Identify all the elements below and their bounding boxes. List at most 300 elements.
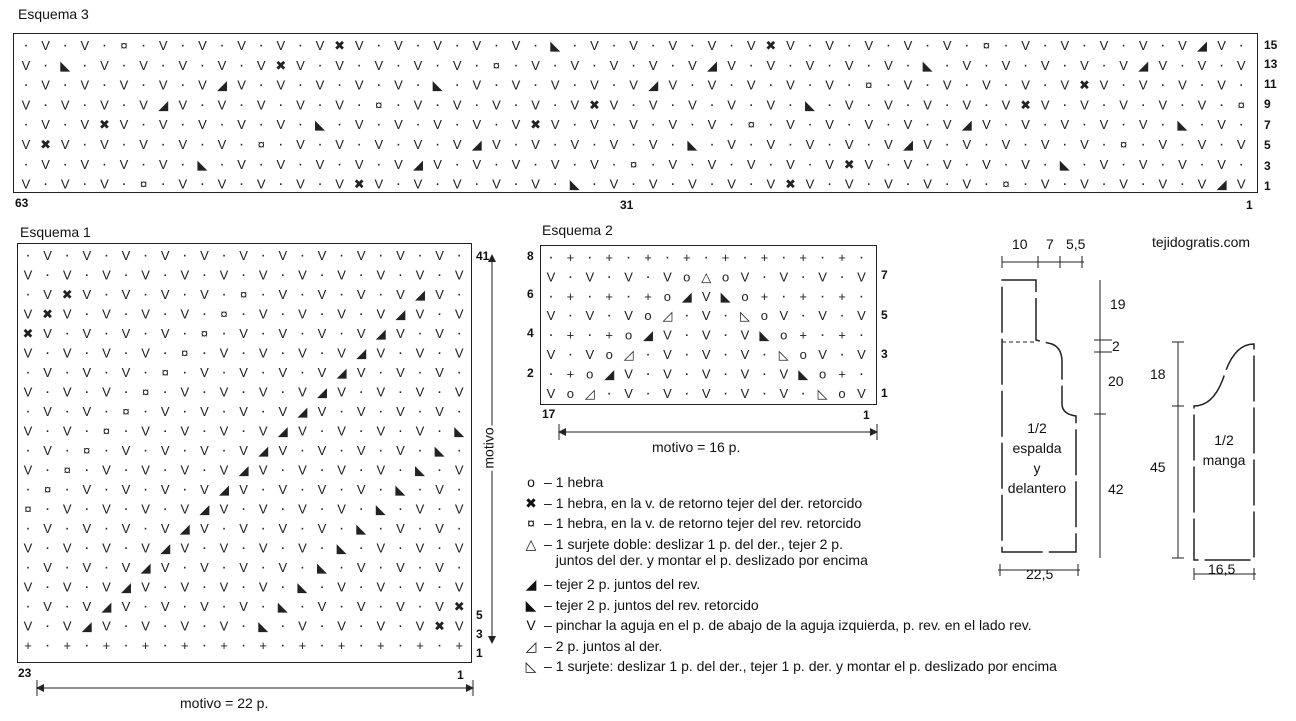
stitch-symbol: · <box>866 136 872 153</box>
stitch-symbol: V <box>121 287 131 302</box>
stitch-symbol: ◢ <box>471 137 482 152</box>
stitch-symbol: V <box>648 57 658 73</box>
stitch-symbol: · <box>456 481 462 498</box>
stitch-symbol: ◢ <box>643 327 653 343</box>
stitch-symbol: V <box>413 176 423 191</box>
stitch-symbol: · <box>1042 37 1048 54</box>
stitch-symbol: V <box>435 521 444 536</box>
stitch-symbol: V <box>23 462 33 478</box>
stitch-symbol: · <box>552 136 558 153</box>
esquema3-stitch-1: 1 <box>1246 198 1253 212</box>
stitch-symbol: V <box>435 482 444 497</box>
stitch-symbol: · <box>376 37 382 54</box>
stitch-symbol: V <box>356 365 366 380</box>
stitch-symbol: ◢ <box>297 404 308 419</box>
stitch-symbol: · <box>62 37 68 54</box>
stitch-symbol: V <box>354 77 364 93</box>
stitch-symbol: · <box>436 344 443 362</box>
stitch-symbol: · <box>180 116 186 134</box>
esquema1-chart <box>17 243 472 663</box>
stitch-symbol: V <box>62 267 72 283</box>
stitch-symbol: · <box>924 116 931 134</box>
stitch-symbol: · <box>182 364 188 381</box>
stitch-symbol: · <box>64 520 70 537</box>
sleeve-width-16-5: 16,5 <box>1208 561 1236 577</box>
stitch-symbol: · <box>44 422 51 440</box>
stitch-symbol: V <box>337 384 346 400</box>
stitch-symbol: · <box>591 136 598 153</box>
stitch-symbol: V <box>41 117 50 133</box>
stitch-symbol: V <box>844 176 854 191</box>
sleeve-height-18: 18 <box>1150 366 1166 382</box>
stitch-symbol: V <box>82 248 92 263</box>
stitch-symbol: V <box>258 501 268 517</box>
stitch-symbol: · <box>1120 116 1127 134</box>
stitch-symbol: · <box>395 136 402 153</box>
stitch-symbol: + <box>721 250 730 265</box>
stitch-symbol: · <box>199 96 206 114</box>
stitch-symbol: · <box>1179 175 1186 191</box>
stitch-symbol: V <box>102 267 111 283</box>
stitch-symbol: · <box>532 155 539 173</box>
stitch-symbol: · <box>807 76 813 94</box>
stitch-symbol: ◣ <box>375 501 386 517</box>
stitch-symbol: · <box>201 266 208 284</box>
stitch-symbol: · <box>728 116 735 134</box>
stitch-symbol: V <box>298 345 307 361</box>
stitch-symbol: V <box>121 248 131 263</box>
esquema3-row-1: 1 <box>1264 179 1271 193</box>
stitch-symbol: ◣ <box>356 521 367 536</box>
stitch-symbol: V <box>1158 57 1168 73</box>
stitch-symbol: · <box>221 598 227 615</box>
stitch-symbol: · <box>474 96 480 114</box>
stitch-symbol: · <box>317 96 323 114</box>
stitch-symbol: · <box>103 559 110 576</box>
back-width-22-5: 22,5 <box>1026 566 1054 582</box>
stitch-symbol: · <box>567 307 574 325</box>
stitch-symbol: ✖ <box>61 287 73 302</box>
stitch-symbol: V <box>415 540 425 556</box>
stitch-symbol: V <box>278 560 288 575</box>
stitch-symbol: ◢ <box>395 306 406 322</box>
stitch-symbol: V <box>1158 176 1168 191</box>
stitch-symbol: V <box>296 97 305 113</box>
stitch-symbol: V <box>1158 137 1168 152</box>
stitch-symbol: V <box>180 306 190 322</box>
stitch-symbol: · <box>278 175 284 191</box>
stitch-symbol: V <box>298 618 307 634</box>
stitch-symbol: V <box>217 57 227 73</box>
stitch-symbol: ¤ <box>1119 137 1128 152</box>
esquema2-row-8: 8 <box>527 249 534 263</box>
stitch-symbol: V <box>1080 176 1089 191</box>
stitch-symbol: V <box>198 38 207 53</box>
stitch-symbol: · <box>103 325 110 342</box>
stitch-symbol: ✖ <box>843 156 855 172</box>
stitch-symbol: · <box>548 249 554 266</box>
stitch-symbol: ◣ <box>297 579 308 595</box>
stitch-symbol: · <box>567 346 574 363</box>
stitch-symbol: · <box>260 520 266 537</box>
stitch-symbol: V <box>80 77 90 93</box>
stitch-symbol: + <box>377 638 385 653</box>
stitch-symbol: · <box>280 617 286 635</box>
stitch-symbol: · <box>1140 136 1146 153</box>
stitch-symbol: · <box>513 96 519 114</box>
stitch-symbol: V <box>727 176 736 191</box>
stitch-symbol: · <box>280 461 286 479</box>
stitch-symbol: V <box>805 176 815 191</box>
stitch-symbol: · <box>552 56 558 74</box>
stitch-symbol: · <box>201 383 208 401</box>
stitch-symbol: V <box>779 385 789 401</box>
stitch-symbol: V <box>41 77 50 93</box>
stitch-symbol: V <box>200 482 209 497</box>
stitch-symbol: · <box>199 56 206 74</box>
esquema2-row-5: 5 <box>881 308 888 322</box>
stitch-symbol: V <box>82 560 92 575</box>
stitch-symbol: ◣ <box>550 38 561 53</box>
stitch-symbol: V <box>454 267 464 283</box>
stitch-symbol: V <box>121 560 131 575</box>
stitch-symbol: V <box>239 560 248 575</box>
back-front-label <box>999 418 1075 498</box>
stitch-symbol: V <box>1040 176 1050 191</box>
stitch-symbol: V <box>435 287 444 302</box>
stitch-symbol: · <box>1218 136 1225 153</box>
stitch-symbol: · <box>858 326 865 344</box>
stitch-symbol: · <box>513 175 519 191</box>
stitch-symbol: V <box>298 540 307 556</box>
stitch-symbol: · <box>787 136 794 153</box>
stitch-symbol: V <box>394 117 403 133</box>
stitch-symbol: · <box>625 287 632 305</box>
stitch-symbol: ✖ <box>530 117 542 133</box>
stitch-symbol: ¤ <box>629 156 638 172</box>
stitch-symbol: V <box>376 384 386 400</box>
stitch-symbol: · <box>866 56 872 74</box>
stitch-symbol: V <box>62 579 72 595</box>
legend-text: 1 hebra <box>555 474 604 490</box>
stitch-symbol: · <box>378 481 384 498</box>
stitch-symbol: · <box>103 247 110 264</box>
stitch-symbol: · <box>260 403 266 420</box>
stitch-symbol: V <box>740 269 750 285</box>
stitch-symbol: V <box>160 560 170 575</box>
stitch-symbol: V <box>276 117 286 133</box>
stitch-symbol: · <box>84 305 90 323</box>
knit-below-icon: V <box>526 617 536 633</box>
stitch-symbol: + <box>416 638 424 653</box>
stitch-symbol: · <box>317 175 323 191</box>
legend-item <box>520 515 861 531</box>
stitch-symbol: · <box>25 442 31 459</box>
stitch-symbol: · <box>395 56 402 74</box>
stitch-symbol: V <box>180 579 190 595</box>
back-height-42: 42 <box>1108 481 1124 497</box>
stitch-symbol: V <box>356 443 366 458</box>
stitch-symbol: · <box>1022 56 1029 74</box>
stitch-symbol: V <box>21 57 31 73</box>
stitch-symbol: · <box>319 578 325 596</box>
stitch-symbol: · <box>62 76 68 94</box>
stitch-symbol: ¤ <box>122 404 130 419</box>
stitch-symbol: V <box>200 443 209 458</box>
stitch-symbol: · <box>417 559 423 576</box>
esquema3-row-11: 11 <box>1264 77 1277 91</box>
stitch-symbol: V <box>668 38 678 53</box>
esquema2-row-2: 2 <box>527 366 534 380</box>
stitch-symbol: · <box>474 175 480 191</box>
stitch-symbol: V <box>80 117 90 133</box>
stitch-symbol: V <box>62 384 72 400</box>
stitch-symbol: V <box>317 404 327 419</box>
stitch-symbol: · <box>238 175 245 191</box>
stitch-symbol: · <box>944 175 950 191</box>
stitch-symbol: V <box>550 77 560 93</box>
stitch-symbol: V <box>454 306 464 322</box>
stitch-symbol: + <box>566 250 575 265</box>
stitch-symbol: V <box>394 38 403 53</box>
stitch-symbol: ✖ <box>1078 77 1090 93</box>
stitch-symbol: · <box>415 37 421 54</box>
stitch-symbol: · <box>84 422 90 440</box>
stitch-symbol: V <box>1119 176 1128 191</box>
stitch-symbol: · <box>572 37 578 54</box>
stitch-symbol: V <box>160 404 170 419</box>
stitch-symbol: · <box>199 136 206 153</box>
stitch-symbol: ✖ <box>334 38 346 53</box>
stitch-symbol: · <box>338 442 345 459</box>
legend-text: 1 surjete: deslizar 1 p. del der., tejer 1 p. der. y montar el p. deslizado por encima <box>555 658 1057 674</box>
legend-item <box>520 658 1057 675</box>
stitch-symbol: · <box>160 56 166 74</box>
stitch-symbol: ◣ <box>317 560 327 575</box>
stitch-symbol: V <box>884 137 893 152</box>
stitch-symbol: ◣ <box>805 97 815 113</box>
esquema1-motif-side-label: motivo <box>480 427 497 469</box>
stitch-symbol: V <box>1040 137 1050 152</box>
stitch-symbol: · <box>703 249 709 266</box>
stitch-symbol: V <box>298 306 307 322</box>
stitch-symbol: V <box>942 156 952 172</box>
stitch-symbol: · <box>121 56 127 74</box>
stitch-symbol: V <box>258 540 268 556</box>
stitch-symbol: · <box>378 442 384 459</box>
stitch-symbol: · <box>160 175 166 191</box>
stitch-symbol: · <box>297 37 304 54</box>
stitch-symbol: · <box>944 96 950 114</box>
stitch-symbol: · <box>819 326 826 344</box>
stitch-symbol: · <box>201 539 208 557</box>
legend-dash: – <box>544 576 552 592</box>
stitch-symbol: V <box>1138 117 1148 133</box>
stitch-symbol: · <box>240 266 247 284</box>
stitch-symbol: V <box>1217 38 1226 53</box>
stitch-symbol: · <box>397 578 404 596</box>
stitch-symbol: ◢ <box>604 366 615 382</box>
stitch-symbol: V <box>200 521 209 536</box>
stitch-symbol: · <box>336 76 343 94</box>
stitch-symbol: · <box>689 37 696 54</box>
stitch-symbol: · <box>625 249 632 266</box>
stitch-symbol: V <box>237 38 246 53</box>
stitch-symbol: · <box>761 384 768 402</box>
k2tog-icon: ◿ <box>525 637 537 654</box>
stitch-symbol: V <box>278 404 288 419</box>
stitch-symbol: V <box>317 482 327 497</box>
stitch-symbol: V <box>43 443 52 458</box>
stitch-symbol: V <box>102 618 111 634</box>
stitch-symbol: ◣ <box>922 57 933 73</box>
stitch-symbol: V <box>337 267 346 283</box>
stitch-symbol: V <box>492 176 501 191</box>
stitch-symbol: V <box>435 365 444 380</box>
stitch-symbol: · <box>397 422 404 440</box>
stitch-symbol: · <box>123 637 129 654</box>
stitch-symbol: V <box>102 462 111 478</box>
stitch-symbol: V <box>160 521 170 536</box>
stitch-symbol: · <box>846 76 852 94</box>
stitch-symbol: · <box>456 364 462 381</box>
stitch-symbol: V <box>317 599 327 614</box>
stitch-symbol: V <box>376 579 386 595</box>
stitch-symbol: V <box>219 267 229 283</box>
stitch-symbol: V <box>746 38 756 53</box>
stitch-symbol: ✖ <box>275 57 287 73</box>
stitch-symbol: V <box>335 137 344 152</box>
stitch-symbol: V <box>256 97 266 113</box>
stitch-symbol: V <box>102 579 111 595</box>
esquema3-row-15: 15 <box>1264 38 1278 52</box>
stitch-symbol: V <box>82 599 92 614</box>
sleeve-label-line-1: 1/2 <box>1214 432 1234 448</box>
stitch-symbol: V <box>317 287 327 302</box>
stitch-symbol: V <box>857 269 866 285</box>
p2tog-icon: ◢ <box>525 576 537 592</box>
stitch-symbol: · <box>238 136 245 153</box>
stitch-symbol: V <box>200 599 209 614</box>
stitch-symbol: V <box>219 618 229 634</box>
stitch-symbol: · <box>417 403 423 420</box>
stitch-symbol: V <box>100 57 109 73</box>
site-name: tejidogratis.com <box>1152 234 1251 250</box>
stitch-symbol: V <box>237 77 246 93</box>
stitch-symbol: V <box>60 97 70 113</box>
stitch-symbol: · <box>103 481 110 498</box>
stitch-symbol: · <box>858 365 865 383</box>
stitch-symbol: V <box>688 176 697 191</box>
stitch-symbol: + <box>838 250 846 265</box>
stitch-symbol: · <box>397 461 404 479</box>
stitch-symbol: · <box>748 175 754 191</box>
stitch-symbol: · <box>800 307 806 325</box>
stitch-symbol: V <box>531 97 540 113</box>
stitch-symbol: + <box>644 250 652 265</box>
esquema2-row-7: 7 <box>881 268 888 282</box>
stitch-symbol: V <box>962 97 972 113</box>
stitch-symbol: V <box>82 287 92 302</box>
stitch-symbol: V <box>317 443 327 458</box>
stitch-symbol: V <box>452 176 462 191</box>
stitch-symbol: V <box>62 618 72 634</box>
stitch-symbol: · <box>297 155 304 173</box>
stitch-symbol: · <box>456 286 462 303</box>
stitch-symbol: V <box>707 77 717 93</box>
stitch-symbol: · <box>645 384 651 402</box>
stitch-symbol: V <box>356 560 366 575</box>
stitch-symbol: V <box>570 137 580 152</box>
stitch-symbol: ✖ <box>40 137 52 152</box>
stitch-symbol: · <box>1199 76 1205 94</box>
stitch-symbol: · <box>684 346 690 363</box>
stitch-symbol: · <box>258 37 264 54</box>
back-height-2: 2 <box>1112 338 1120 354</box>
stitch-symbol: · <box>807 116 813 134</box>
stitch-symbol: V <box>82 404 92 419</box>
stitch-symbol: · <box>25 481 31 498</box>
stitch-symbol: · <box>983 96 990 114</box>
stitch-symbol: · <box>221 286 227 303</box>
stitch-symbol: · <box>1042 116 1048 134</box>
stitch-symbol: · <box>358 422 364 440</box>
stitch-symbol: · <box>376 76 382 94</box>
stitch-symbol: V <box>200 404 209 419</box>
stitch-symbol: V <box>278 326 288 341</box>
stitch-symbol: V <box>668 156 678 172</box>
stitch-symbol: · <box>1003 155 1009 173</box>
stitch-symbol: · <box>82 136 88 153</box>
stitch-symbol: V <box>546 347 556 362</box>
stitch-symbol: V <box>119 117 129 133</box>
stitch-symbol: · <box>319 344 325 362</box>
stitch-symbol: · <box>1003 116 1009 134</box>
stitch-symbol: V <box>454 384 464 400</box>
stitch-symbol: · <box>1140 175 1146 191</box>
stitch-symbol: + <box>181 638 189 653</box>
stitch-symbol: V <box>740 366 750 382</box>
stitch-symbol: · <box>358 539 364 557</box>
stitch-symbol: + <box>605 250 613 265</box>
stitch-symbol: · <box>378 364 384 381</box>
stitch-symbol: · <box>858 249 865 266</box>
stitch-symbol: o <box>663 288 672 304</box>
stitch-symbol: · <box>240 637 247 654</box>
stitch-symbol: V <box>82 482 92 497</box>
stitch-symbol: · <box>240 617 247 635</box>
stitch-symbol: · <box>1160 37 1166 54</box>
stitch-symbol: V <box>180 540 190 556</box>
stitch-symbol: · <box>689 155 696 173</box>
stitch-symbol: V <box>158 156 168 172</box>
stitch-symbol: · <box>162 422 168 440</box>
stitch-symbol: V <box>121 482 131 497</box>
stitch-symbol: V <box>335 97 344 113</box>
stitch-symbol: V <box>585 269 595 285</box>
legend-item <box>520 597 759 614</box>
stitch-symbol: · <box>709 175 715 191</box>
esquema1-motif-arrow <box>36 680 476 696</box>
stitch-symbol: V <box>1080 97 1089 113</box>
stitch-symbol: · <box>103 442 110 459</box>
stitch-symbol: · <box>201 578 208 596</box>
stitch-symbol: ◣ <box>197 156 208 172</box>
stitch-symbol: · <box>866 175 872 191</box>
stitch-symbol: V <box>219 462 229 478</box>
stitch-symbol: V <box>1060 77 1070 93</box>
stitch-symbol: V <box>239 326 248 341</box>
